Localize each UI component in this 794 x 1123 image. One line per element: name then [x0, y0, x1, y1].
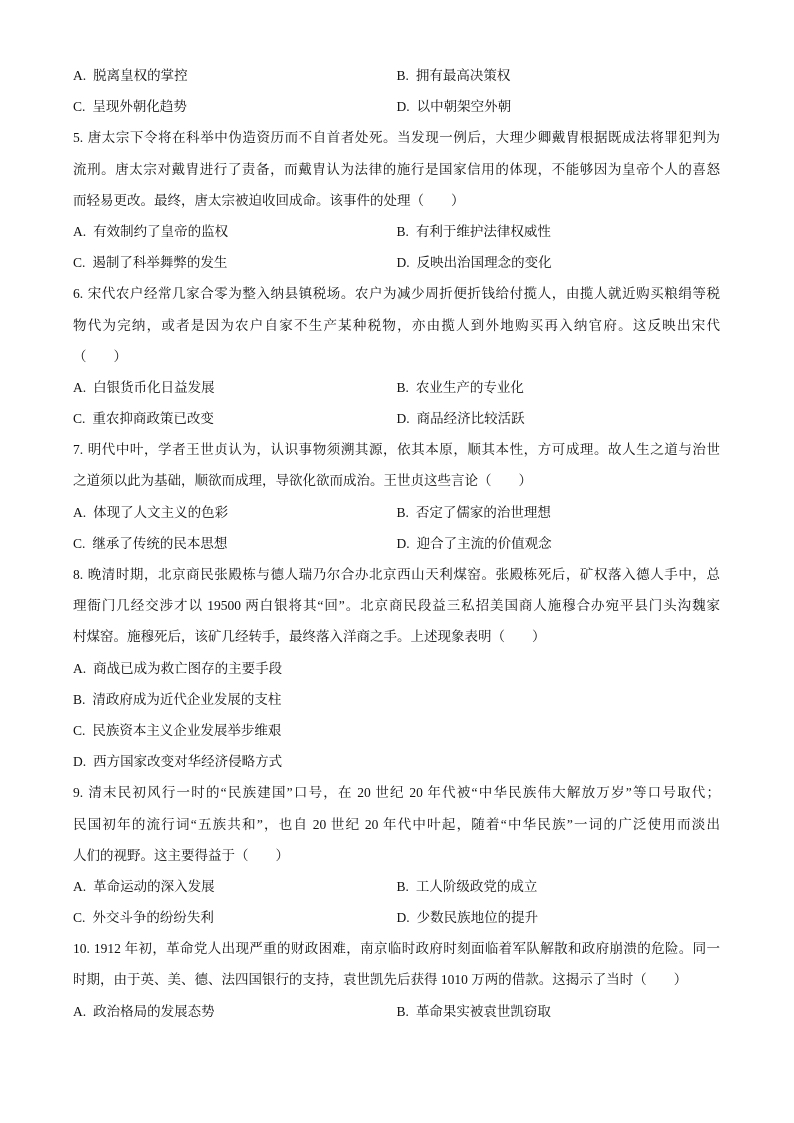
option-text: 白银货币化日益发展 — [93, 379, 215, 395]
option-text: 以中朝架空外朝 — [416, 99, 512, 115]
option-label: D. — [73, 754, 87, 770]
option-text: 反映出治国理念的变化 — [416, 255, 552, 271]
question-stem-line: 而轻易更改。最终，唐太宗被迫收回成命。该事件的处理（ ） — [73, 192, 465, 208]
option-c — [73, 902, 397, 933]
question-7 — [73, 434, 720, 559]
question-8 — [73, 559, 720, 777]
question-stem-line — [73, 559, 720, 590]
option-text: 呈现外朝化趋势 — [92, 99, 187, 115]
question-stem-line: 人们的视野。这主要得益于（ ） — [73, 847, 289, 863]
option-label: B. — [396, 504, 409, 520]
question-5 — [73, 122, 720, 278]
option-text: 有效制约了皇帝的监权 — [93, 223, 229, 239]
question-stem-line — [73, 933, 720, 964]
option-row — [73, 91, 720, 122]
question-stem-line — [73, 122, 720, 153]
option-d — [397, 403, 721, 434]
option-label: A. — [73, 660, 87, 676]
question-9 — [73, 777, 720, 933]
option-label: C. — [73, 99, 86, 115]
option-text: 工人阶级政党的成立 — [415, 878, 538, 894]
option-text: 继承了传统的民本思想 — [92, 535, 228, 551]
question-stem-line: 物代为完纳，或者是因为农户自家不生产某种税物，亦由揽人到外地购买再入纳官府。这反映出宋代 — [73, 317, 720, 333]
question-stem-line: 村煤窑。施穆死后，该矿几经转手，最终落入洋商之手。上述现象表明（ ） — [73, 629, 546, 645]
option-text: 迎合了主流的价值观念 — [416, 535, 552, 551]
option-row — [73, 497, 720, 528]
option-label: D. — [396, 411, 410, 427]
option-b — [73, 684, 720, 715]
stem-text: 唐太宗下令将在科举中伪造资历而不自首者处死。当发现一例后，大理少卿戴胄根据既成法将罪犯判为 — [87, 130, 720, 146]
option-d — [73, 746, 720, 777]
option-label: B. — [73, 691, 86, 707]
option-label: C. — [73, 910, 86, 926]
option-b — [397, 871, 721, 902]
option-c — [73, 403, 397, 434]
option-text: 外交斗争的纷纷失利 — [92, 910, 214, 926]
option-label: B. — [396, 1003, 409, 1019]
option-text: 革命果实被袁世凯窃取 — [415, 1003, 551, 1019]
option-row — [73, 216, 720, 247]
option-c — [73, 715, 720, 746]
option-text: 少数民族地位的提升 — [416, 910, 539, 926]
option-label: B. — [396, 68, 409, 83]
question-number: 9. — [73, 785, 84, 801]
question-stem-line: （ ） — [73, 348, 127, 364]
option-text: 西方国家改变对华经济侵略方式 — [93, 754, 283, 770]
question-stem-line: 流刑。唐太宗对戴胄进行了责备，而戴胄认为法律的施行是国家信用的体现，不能够因为皇帝个人的喜怒 — [73, 161, 720, 177]
stem-text: 明代中叶，学者王世贞认为，认识事物须溯其源，依其本原，顺其本性，方可成理。故人生之道与治世 — [87, 442, 720, 458]
option-b — [397, 497, 721, 528]
option-a — [73, 996, 397, 1027]
option-d — [397, 91, 721, 122]
option-label: B. — [396, 223, 409, 239]
option-text: 商品经济比较活跃 — [416, 411, 525, 427]
question-stem-line — [73, 278, 720, 309]
option-a — [73, 653, 720, 684]
option-label: C. — [73, 255, 86, 271]
option-text: 商战已成为救亡图存的主要手段 — [93, 660, 283, 676]
option-text: 民族资本主义企业发展举步维艰 — [92, 722, 282, 738]
option-c — [73, 247, 397, 278]
option-text: 拥有最高决策权 — [415, 68, 511, 83]
question-stem-line — [73, 777, 720, 808]
option-label: A. — [73, 504, 87, 520]
option-row — [73, 403, 720, 434]
option-text: 有利于维护法律权威性 — [415, 223, 551, 239]
option-row — [73, 60, 720, 91]
question-number: 7. — [73, 442, 84, 458]
option-a — [73, 216, 397, 247]
option-row — [73, 247, 720, 278]
option-text: 革命运动的深入发展 — [93, 878, 215, 894]
option-b — [397, 996, 721, 1027]
option-label: A. — [73, 223, 87, 239]
question-number: 5. — [73, 130, 84, 146]
question-stem-line: 理衙门几经交涉才以 19500 两白银将其“回”。北京商民段益三私招美国商人施穆合办宛平县门头沟魏家 — [73, 598, 720, 614]
option-label: D. — [396, 535, 410, 551]
stem-text: 1912 年初，革命党人出现严重的财政困难，南京临时政府时刻面临着军队解散和政府崩溃的危险。同一 — [93, 941, 720, 957]
option-text: 清政府成为近代企业发展的支柱 — [92, 691, 282, 707]
question-number: 8. — [73, 567, 84, 582]
option-label: D. — [396, 99, 410, 115]
option-b — [397, 216, 721, 247]
option-text: 脱离皇权的掌控 — [93, 68, 188, 83]
option-c — [73, 91, 397, 122]
option-b — [397, 60, 721, 91]
page-content — [73, 60, 720, 1027]
option-a — [73, 60, 397, 91]
option-a — [73, 372, 397, 403]
question-number: 6. — [73, 286, 84, 302]
option-label: B. — [396, 379, 409, 395]
option-text: 体现了人文主义的色彩 — [93, 504, 229, 520]
question-stem-line: 民国初年的流行词“五族共和”，也自 20 世纪 20 年代中叶起，随着“中华民族”一词的广泛使用而淡出 — [73, 816, 720, 832]
stem-text: 清末民初风行一时的“民族建国”口号，在 20 世纪 20 年代被“中华民族伟大解放万岁”等口号取代； — [87, 785, 720, 801]
option-d — [397, 528, 721, 559]
option-text: 遏制了科举舞弊的发生 — [92, 255, 228, 271]
option-label: D. — [396, 255, 410, 271]
option-label: A. — [73, 68, 87, 83]
option-text: 否定了儒家的治世理想 — [415, 504, 551, 520]
option-label: C. — [73, 411, 86, 427]
option-label: C. — [73, 535, 86, 551]
option-d — [397, 247, 721, 278]
option-row — [73, 871, 720, 902]
question-10 — [73, 933, 720, 1027]
option-row — [73, 372, 720, 403]
option-row — [73, 528, 720, 559]
question-stem-line: 时期，由于英、美、德、法四国银行的支持，袁世凯先后获得 1010 万两的借款。这揭示了当时（ ） — [73, 972, 688, 988]
option-row — [73, 996, 720, 1027]
option-d — [397, 902, 721, 933]
option-label: B. — [396, 878, 409, 894]
question-6 — [73, 278, 720, 434]
option-b — [397, 372, 721, 403]
stem-text: 晚清时期，北京商民张殿栋与德人瑞乃尔合办北京西山天利煤窑。张殿栋死后，矿权落入德人手中，总 — [87, 567, 720, 582]
stem-text: 宋代农户经常几家合零为整入纳县镇税场。农户为减少周折便折钱给付揽人，由揽人就近购买粮绢等税 — [87, 286, 720, 302]
question-stem-line — [73, 434, 720, 465]
option-text: 重农抑商政策已改变 — [92, 411, 214, 427]
option-label: C. — [73, 722, 86, 738]
question-number: 10. — [73, 941, 90, 957]
option-text: 政治格局的发展态势 — [93, 1003, 215, 1019]
option-c — [73, 528, 397, 559]
option-label: A. — [73, 878, 87, 894]
option-row — [73, 902, 720, 933]
option-a — [73, 871, 397, 902]
option-a — [73, 497, 397, 528]
option-text: 农业生产的专业化 — [415, 379, 524, 395]
option-label: D. — [396, 910, 410, 926]
option-label: A. — [73, 1003, 87, 1019]
question-stem-line: 之道须以此为基础，顺欲而成理，导欲化欲而成治。王世贞这些言论（ ） — [73, 473, 532, 489]
option-label: A. — [73, 379, 87, 395]
